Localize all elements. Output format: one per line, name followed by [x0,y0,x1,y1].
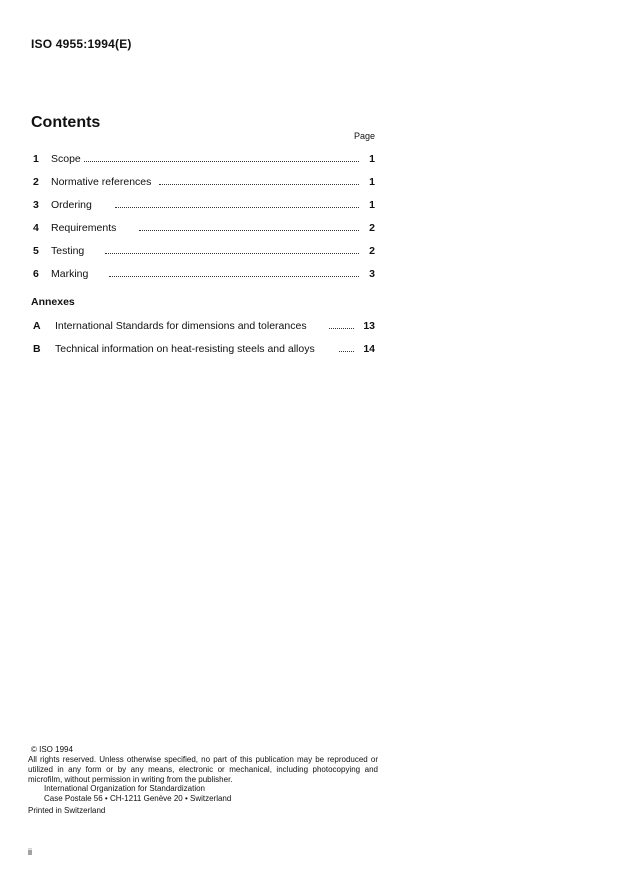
toc-entry-number: 3 [33,199,39,211]
dot-leader [339,351,354,352]
toc-entry-title: Scope [51,153,84,165]
annex-letter: A [33,320,41,332]
annex-title: Technical information on heat-resisting steels and alloys [55,343,315,355]
annex-entry-a[interactable] [33,320,375,334]
toc-entry-number: 5 [33,245,39,257]
printed-location: Printed in Switzerland [28,806,106,815]
dot-leader [329,328,354,329]
org-address: Case Postale 56 • CH-1211 Genève 20 • Switzerland [44,794,232,803]
rights-statement: All rights reserved. Unless otherwise specified, no part of this publication may be reproduced or utilized in any form or by any means, electronic or mechanical, including photocopying and microfilm, without permission in writing from the publisher. [28,755,378,784]
toc-entry-page: 3 [369,268,375,280]
toc-entry-title: Ordering [51,199,95,211]
document-id: ISO 4955:1994(E) [31,37,132,51]
publisher-address [44,784,231,804]
org-name: International Organization for Standardization [44,784,205,793]
toc-entry-title: Testing [51,245,87,257]
toc-entry-number: 1 [33,153,39,165]
dot-leader [139,230,359,231]
dot-leader [109,276,359,277]
toc-entry-title: Marking [51,268,91,280]
toc-entry-page: 1 [369,153,375,165]
toc-entry-title: Normative references [51,176,154,188]
toc-entry-testing[interactable] [33,245,375,259]
toc-entry-page: 1 [369,176,375,188]
toc-entry-ordering[interactable] [33,199,375,213]
toc-entry-number: 2 [33,176,39,188]
toc-entry-number: 6 [33,268,39,280]
dot-leader [81,161,359,162]
toc-entry-page: 2 [369,222,375,234]
annex-title: International Standards for dimensions and tolerances [55,320,307,332]
toc-entry-requirements[interactable] [33,222,375,236]
annex-page: 14 [363,343,375,355]
dot-leader [159,184,359,185]
toc-entry-marking[interactable] [33,268,375,282]
annex-page: 13 [363,320,375,332]
annex-letter: B [33,343,41,355]
toc-entry-scope[interactable] [33,153,375,167]
dot-leader [105,253,359,254]
toc-entry-number: 4 [33,222,39,234]
copyright-notice: © ISO 1994 [31,745,73,754]
contents-title: Contents [31,114,101,131]
page-column-label: Page [354,131,376,141]
toc-entry-page: 1 [369,199,375,211]
dot-leader [115,207,359,208]
toc-entry-title: Requirements [51,222,119,234]
annex-entry-b[interactable] [33,343,375,357]
toc-entry-page: 2 [369,245,375,257]
page-number: ii [28,847,32,857]
annexes-heading: Annexes [31,296,75,308]
toc-entry-normative-references[interactable] [33,176,375,190]
